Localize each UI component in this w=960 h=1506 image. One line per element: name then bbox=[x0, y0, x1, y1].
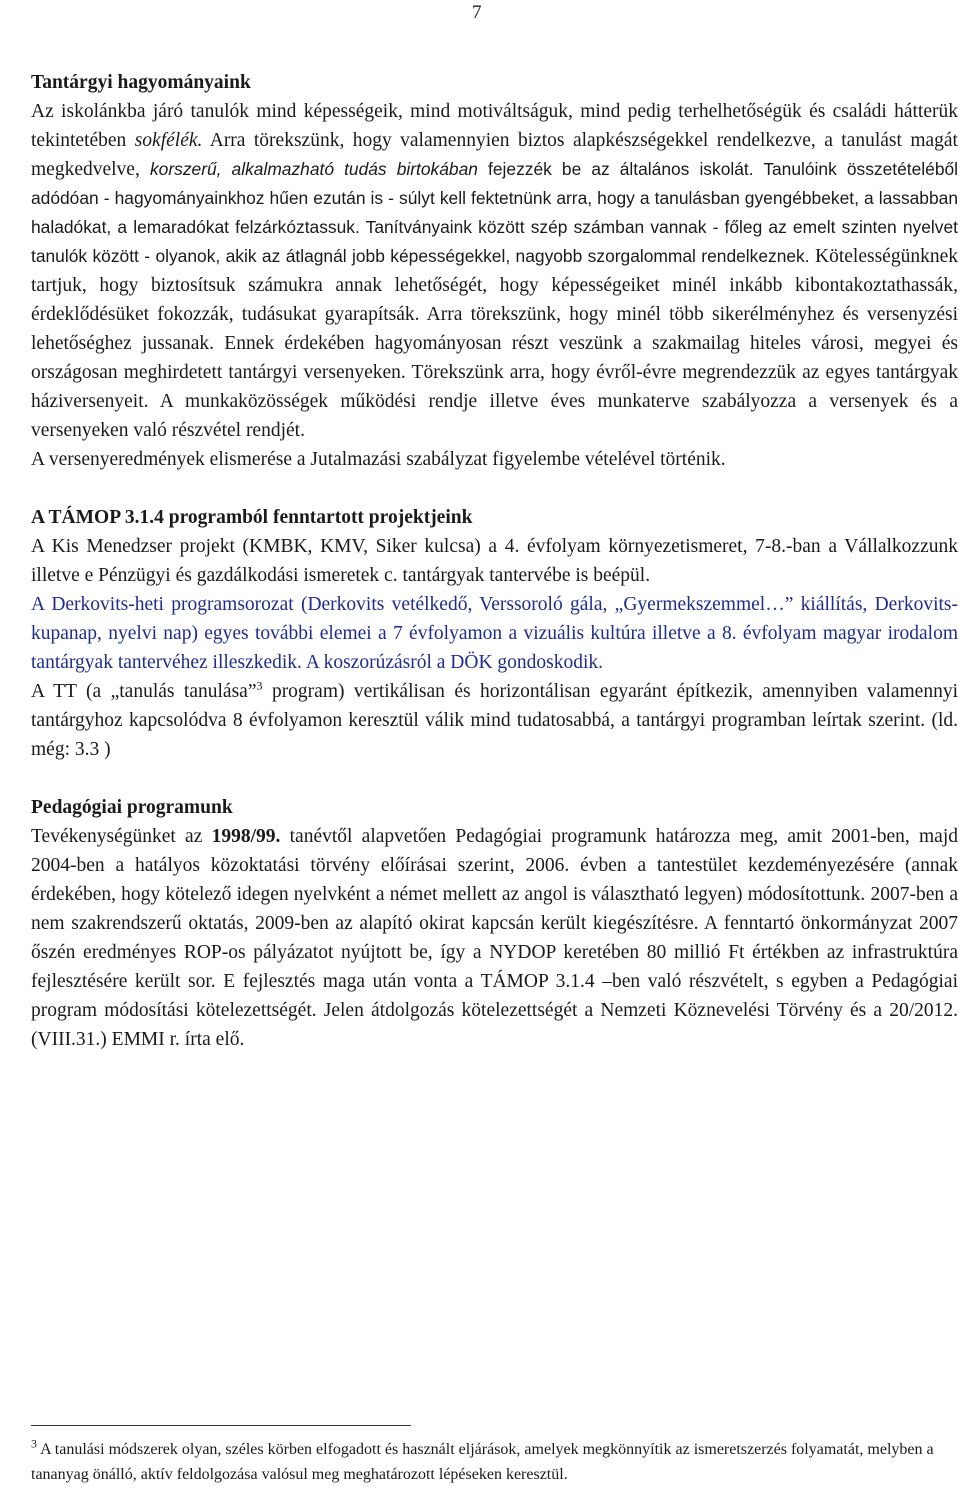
footnote-separator bbox=[31, 1425, 411, 1426]
paragraph-tt bbox=[31, 677, 958, 764]
text-run: tanévtől alapvetően Pedagógiai programunk határozza meg, amit 2001-ben, majd 2004-ben a hatályos közoktatási törvény előírásai szerint, 2006. évben a tantestület kezdeményezésére (annak érdekében, hogy kötelező idegen nyelvként a német mellett az angol is választható legyen) módosítottunk. 2007-ben a nem szakrendszerű oktatás, 2009-ben az alapító okirat kapcsán került kiegészítésre. A fenntartó önkormányzat 2007 őszén eredményes ROP-os pályázatot nyújtott be, így a NYDOP keretében 80 millió Ft értékben az infrastruktúra fejlesztésére került sor. E fejlesztés maga után vonta a TÁMOP 3.1.4 –ben való részvételt, s egyben a Pedagógiai program módosítási kötelezettségét. Jelen átdolgozás kötelezettségét a Nemzeti Köznevelési Törvény és a 20/2012. (VIII.31.) EMMI r. írta elő. bbox=[31, 826, 959, 1050]
text-run: Tevékenységünket az bbox=[31, 826, 203, 847]
section-heading-pedagogiai: Pedagógiai programunk bbox=[31, 797, 233, 818]
page-number: 7 bbox=[472, 2, 482, 23]
spacer bbox=[31, 764, 958, 793]
footnote-mark: 3 bbox=[31, 1436, 37, 1451]
paragraph-derkovits: A Derkovits-heti programsorozat (Derkovits vetélkedő, Verssoroló gála, „Gyermekszemmel…” kiállítás, Derkovits-kupanap, nyelvi nap) egyes további elemei a 7 évfolyamon a vizuális kultúra illetve a 8. évfolyam magyar irodalom tantárgyak tantervéhez illeszkedik. A koszorúzásról a DÖK gondoskodik. bbox=[31, 594, 958, 673]
document-body bbox=[31, 68, 958, 1054]
paragraph-pedagogiai bbox=[31, 822, 958, 1054]
text-run: A TT (a „tanulás tanulása” bbox=[31, 681, 257, 702]
footnote-text: A tanulási módszerek olyan, széles körben elfogadott és használt eljárások, amelyek megkönnyítik az ismeretszerzés folyamatát, melyben a tananyag önálló, aktív feldolgozása valósul meg meghatározott lépéseken keresztül. bbox=[31, 1441, 934, 1483]
text-run: Az iskolánkba járó tanulók mind képességeik, mind motiváltságuk, mind pedig terhelhetőségük és családi hátterük tekintetében bbox=[31, 101, 958, 151]
paragraph-tantargyi bbox=[31, 97, 958, 445]
text-run: program) vertikálisan és horizontálisan egyaránt építkezik, amennyiben valamennyi tantárgyhoz kapcsolódva 8 évfolyamon keresztül válik mind tudatosabbá, a tantárgyi programban leírtak szerint. (ld. még: 3.3 ) bbox=[31, 681, 958, 760]
text-run-italic: sokfélék. bbox=[134, 130, 203, 151]
text-run-italic: korszerű, alkalmazható tudás birtokában bbox=[149, 159, 478, 179]
footnote bbox=[31, 1437, 941, 1487]
footnote-ref[interactable]: 3 bbox=[256, 678, 263, 693]
section-heading-tantargyi: Tantárgyi hagyományaink bbox=[31, 72, 251, 93]
text-run: Kötelességünknek tartjuk, hogy biztosítsuk számukra annak lehetőségét, hogy képességeiket minél inkább kibontakoztathassák, érdeklődésüket fokozzák, tudásukat gyarapítsák. Arra törekszünk, hogy minél több sikerélményhez és versenyzési lehetőséghez jussanak. Ennek érdekében hagyományosan részt veszünk a szakmailag hiteles városi, megyei és országosan meghirdetett tantárgyi versenyeken. Törekszünk arra, hogy évről-évre megrendezzük az egyes tantárgyak háziversenyeit. A munkaközösségek működési rendje illetve éves munkaterve szabályozza a versenyek és a versenyeken való részvétel rendjét. bbox=[31, 246, 958, 441]
text-run: fejezzék be az általános iskolát. Tanulóink összetételéből adódóan - hagyományainkhoz hűen ezután is - súlyt kell fektetnünk arra, hogy a tanulásban gyengébbeket, a lassabban haladókat, a lemaradókat felzárkóztassuk. Tanítványaink között szép számban vannak - főleg az emelt szinten nyelvet tanulók között - olyanok, akik az átlagnál jobb képességekkel, nagyobb szorgalommal rendelkeznek. bbox=[31, 159, 959, 266]
spacer bbox=[31, 474, 958, 503]
section-heading-tamop: A TÁMOP 3.1.4 programból fenntartott projektjeink bbox=[31, 507, 473, 528]
paragraph-versenyeredmenyek: A versenyeredmények elismerése a Jutalmazási szabályzat figyelembe vételével történik. bbox=[31, 449, 726, 470]
text-run: Arra törekszünk, hogy valamennyien biztos alapkészségekkel rendelkezve, a tanulást magát megkedvelve, bbox=[31, 130, 958, 180]
text-run-bold: 1998/99. bbox=[211, 826, 281, 847]
paragraph-kis-menedzser: A Kis Menedzser projekt (KMBK, KMV, Siker kulcsa) a 4. évfolyam környezetismeret, 7-8.-ban a Vállalkozzunk illetve e Pénzügyi és gazdálkodási ismeretek c. tantárgyak tantervébe is beépül. bbox=[31, 536, 958, 586]
